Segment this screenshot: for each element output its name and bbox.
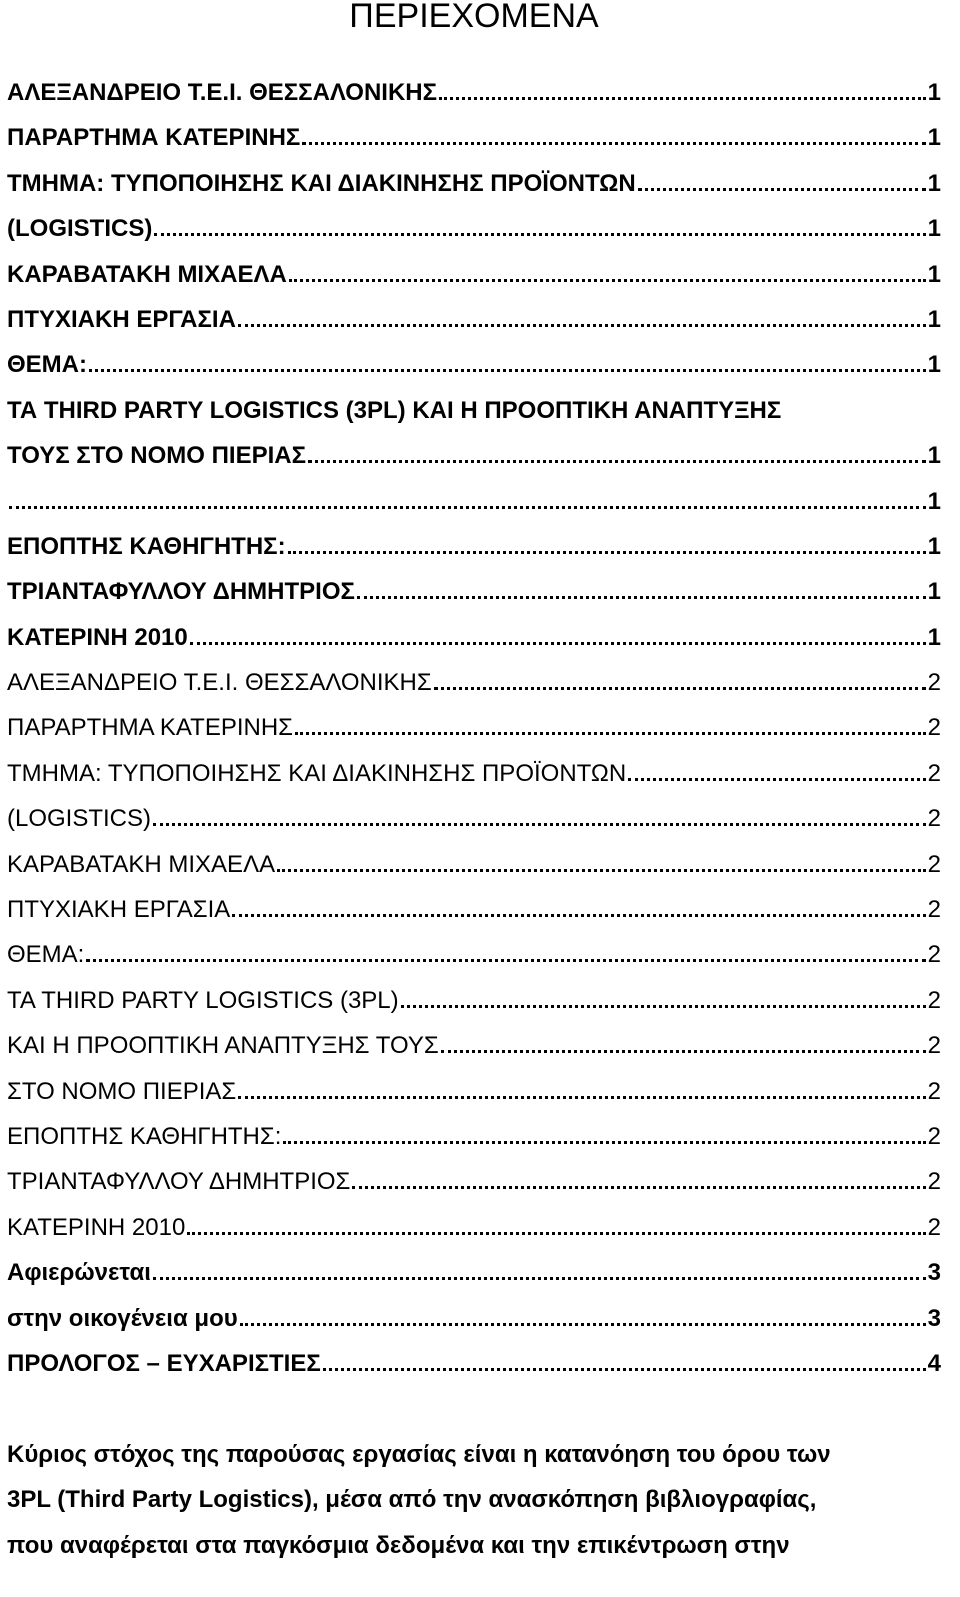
paragraph-line: 3PL (Third Party Logistics), μέσα από την ανασκόπηση βιβλιογραφίας, (7, 1486, 817, 1514)
dot-leader (154, 233, 925, 236)
toc-entry[interactable] (7, 895, 941, 940)
dot-leader (89, 369, 926, 372)
toc-entry[interactable] (7, 713, 941, 758)
toc-entry-label: ΤΡΙΑΝΤΑΦΥΛΛΟΥ ΔΗΜΗΤΡΙΟΣ (7, 578, 355, 606)
dot-leader (283, 1141, 925, 1144)
dot-leader (638, 188, 926, 191)
dot-leader (238, 1096, 925, 1099)
dot-leader (439, 97, 926, 100)
toc-page-number: 2 (927, 896, 941, 924)
toc-entry[interactable] (7, 260, 941, 305)
intro-paragraph (7, 1440, 947, 1576)
toc-entry-label: ΕΠΟΠΤΗΣ ΚΑΘΗΓΗΤΗΣ: (7, 1122, 282, 1150)
toc-entry[interactable] (7, 759, 941, 804)
dot-leader (288, 551, 926, 554)
toc-page-number: 2 (927, 986, 941, 1014)
toc-entry[interactable] (7, 1349, 941, 1394)
page-title: ΠΕΡΙΕΧΟΜΕΝΑ (349, 0, 599, 35)
toc-entry[interactable] (7, 487, 941, 532)
toc-entry[interactable] (7, 350, 941, 395)
toc-entry[interactable] (7, 850, 941, 895)
toc-page-number: 1 (927, 169, 941, 197)
toc-entry-label: ΑΛΕΞΑΝΔΡΕΙΟ Τ.Ε.Ι. ΘΕΣΣΑΛΟΝΙΚΗΣ (7, 79, 438, 106)
toc-page-number: 2 (927, 669, 941, 697)
toc-page-number: 2 (927, 1032, 941, 1060)
toc-entry-label: στην οικογένεια μου (7, 1304, 238, 1332)
toc-page-number: 2 (927, 805, 941, 833)
toc-entry[interactable] (7, 78, 941, 123)
toc-entry-label: ΘΕΜΑ: (7, 351, 87, 379)
toc-entry-label: ΠΤΥΧΙΑΚΗ ΕΡΓΑΣΙΑ (7, 305, 236, 333)
toc-entry-label: ΤΡΙΑΝΤΑΦΥΛΛΟΥ ΔΗΜΗΤΡΙΟΣ (7, 1168, 351, 1196)
dot-leader (240, 1323, 926, 1326)
toc-entry[interactable] (7, 123, 941, 168)
toc-entry-label: ΘΕΜΑ: (7, 941, 85, 969)
toc-entry[interactable] (7, 1258, 941, 1303)
dot-leader (352, 1186, 925, 1189)
toc-entry-label: ΚΑΤΕΡΙΝΗ 2010 (7, 623, 188, 651)
toc-page-number: 2 (927, 759, 941, 787)
dot-leader (277, 869, 926, 872)
toc-entry[interactable] (7, 986, 941, 1031)
toc-entry-label: Αφιερώνεται (7, 1259, 151, 1287)
dot-leader (232, 914, 925, 917)
dot-leader (357, 596, 926, 599)
toc-entry[interactable] (7, 577, 941, 622)
toc-entry-label: ΠΑΡΑΡΤΗΜΑ ΚΑΤΕΡΙΝΗΣ (7, 714, 293, 742)
toc-entry-wrapped-line[interactable]: ΤΑ THIRD PARTY LOGISTICS (3PL) ΚΑΙ Η ΠΡΟΟΠΤΙΚΗ ΑΝΑΠΤΥΞΗΣ (7, 396, 782, 424)
dot-leader (441, 1050, 926, 1053)
dot-leader (308, 460, 926, 463)
toc-page-number: 1 (927, 578, 941, 606)
toc-entry-label: ΕΠΟΠΤΗΣ ΚΑΘΗΓΗΤΗΣ: (7, 532, 286, 560)
toc-entry-label: ΚΑΡΑΒΑΤΑΚΗ ΜΙΧΑΕΛΑ (7, 850, 276, 878)
toc-entry-label: ΠΡΟΛΟΓΟΣ – ΕΥΧΑΡΙΣΤΙΕΣ (7, 1349, 321, 1377)
toc-page-number: 1 (927, 442, 941, 470)
toc-page-number: 2 (927, 1122, 941, 1150)
toc-entry[interactable] (7, 1077, 941, 1122)
dot-leader (323, 1368, 926, 1371)
toc-entry-label: ΣΤΟ ΝΟΜΟ ΠΙΕΡΙΑΣ (7, 1077, 237, 1105)
dot-leader (86, 959, 925, 962)
toc-entry[interactable] (7, 214, 941, 259)
toc-page-number: 1 (927, 260, 941, 288)
toc-entry-label: ΤΜΗΜΑ: ΤΥΠΟΠΟΙΗΣΗΣ ΚΑΙ ΔΙΑΚΙΝΗΣΗΣ ΠΡΟΪΟΝΤΩΝ (7, 169, 636, 197)
toc-page-number: 1 (927, 351, 941, 379)
toc-page-number: 1 (927, 79, 941, 106)
toc-page-number: 2 (927, 714, 941, 742)
dot-leader (190, 642, 926, 645)
toc-entry[interactable] (7, 804, 941, 849)
paragraph-line: που αναφέρεται στα παγκόσμια δεδομένα και την επικέντρωση στην (7, 1531, 790, 1559)
toc-page-number: 1 (927, 124, 941, 152)
toc-page-number: 4 (927, 1349, 941, 1377)
toc-entry-label: ΤΜΗΜΑ: ΤΥΠΟΠΟΙΗΣΗΣ ΚΑΙ ΔΙΑΚΙΝΗΣΗΣ ΠΡΟΪΟΝΤΩΝ (7, 759, 627, 787)
dot-leader (401, 1005, 926, 1008)
table-of-contents (7, 78, 941, 1394)
paragraph-line: Κύριος στόχος της παρούσας εργασίας είναι η κατανόηση του όρου των (7, 1441, 831, 1468)
toc-page-number: 2 (927, 941, 941, 969)
toc-entry-label: ΚΑΙ Η ΠΡΟΟΠΤΙΚΗ ΑΝΑΠΤΥΞΗΣ ΤΟΥΣ (7, 1032, 439, 1060)
toc-entry[interactable] (7, 940, 941, 985)
dot-leader (434, 687, 926, 690)
toc-page-number: 2 (927, 1077, 941, 1105)
toc-entry-label: ΠΤΥΧΙΑΚΗ ΕΡΓΑΣΙΑ (7, 896, 231, 924)
toc-page-number: 2 (927, 850, 941, 878)
toc-entry[interactable] (7, 668, 941, 713)
toc-page-number: 1 (927, 623, 941, 651)
dot-leader (9, 506, 926, 509)
dot-leader (153, 1277, 926, 1280)
toc-entry-label: ΑΛΕΞΑΝΔΡΕΙΟ Τ.Ε.Ι. ΘΕΣΣΑΛΟΝΙΚΗΣ (7, 669, 432, 697)
toc-entry[interactable] (7, 1304, 941, 1349)
dot-leader (302, 142, 925, 145)
toc-page-number: 1 (927, 487, 941, 515)
toc-page-number: 3 (927, 1259, 941, 1287)
toc-entry-label: ΤΟΥΣ ΣΤΟ ΝΟΜΟ ΠΙΕΡΙΑΣ (7, 442, 307, 470)
toc-entry[interactable] (7, 532, 941, 577)
toc-entry-label: (LOGISTICS) (7, 215, 153, 243)
toc-page-number: 1 (927, 215, 941, 243)
dot-leader (238, 324, 926, 327)
toc-page-number: 1 (927, 305, 941, 333)
toc-page-number: 2 (927, 1168, 941, 1196)
dot-leader (187, 1232, 925, 1235)
toc-page-number: 2 (927, 1213, 941, 1241)
toc-entry[interactable] (7, 1122, 941, 1167)
toc-page-number: 1 (927, 532, 941, 560)
toc-entry-label: ΠΑΡΑΡΤΗΜΑ ΚΑΤΕΡΙΝΗΣ (7, 124, 301, 152)
toc-entry-label: (LOGISTICS) (7, 805, 152, 833)
toc-page-number: 3 (927, 1304, 941, 1332)
dot-leader (153, 823, 926, 826)
toc-entry[interactable] (7, 1031, 941, 1076)
toc-entry-label: ΤΑ THIRD PARTY LOGISTICS (3PL) (7, 986, 399, 1014)
toc-entry[interactable] (7, 305, 941, 350)
toc-entry-label: ΚΑΤΕΡΙΝΗ 2010 (7, 1213, 186, 1241)
dot-leader (628, 778, 925, 781)
toc-entry[interactable] (7, 1213, 941, 1258)
dot-leader (295, 732, 926, 735)
toc-entry[interactable] (7, 1167, 941, 1212)
dot-leader (289, 279, 926, 282)
toc-entry[interactable] (7, 441, 941, 486)
toc-entry-label: ΚΑΡΑΒΑΤΑΚΗ ΜΙΧΑΕΛΑ (7, 260, 287, 288)
toc-entry[interactable] (7, 623, 941, 668)
toc-entry[interactable] (7, 169, 941, 214)
